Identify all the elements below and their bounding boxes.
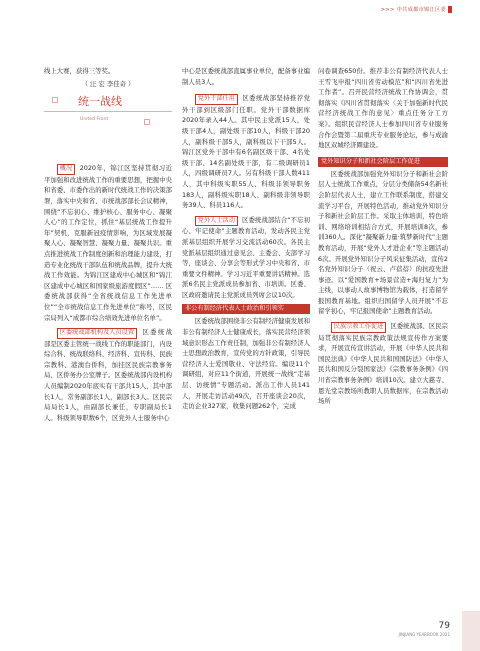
column-1 — [44, 66, 172, 424]
page-number: 79 — [438, 621, 450, 631]
yearbook-caption: JINJIANG YEARBOOK 2021 — [398, 632, 450, 637]
intel-tag: 党外知识分子和新社会阶层工作促进 — [318, 157, 448, 167]
column-3 — [318, 66, 448, 408]
religion-tag: 民族宗教工作促进 — [331, 322, 387, 333]
section-title: 统一战线 — [78, 95, 122, 109]
column-2 — [182, 66, 310, 413]
running-header: >>> 中共成都市锦江区委 — [380, 7, 446, 13]
org-tag: 区委统战部机构及人员设置 — [57, 328, 137, 339]
section-banner — [44, 95, 172, 153]
banner-rule — [44, 111, 172, 112]
activity-tag: 党外人士活动 — [195, 216, 238, 227]
religion-text: 区委统战部、区民宗局贯彻落实民族宗教政策法规宣传作方案要求，开展宣传宣讲活动，开展《中华人民共和国民法典》《中华人民共和国国防法》《中华人民共和国反分裂国家法》《宗教事务条例》《四川省宗教事务条例》培训10次。建立大慈寺、恩光堂宗教场所教职人员数据库，在宗教活动场所 — [318, 322, 448, 406]
lead-text: 线上大赛，获得三等奖。 — [44, 67, 115, 75]
cadre-text: 区委统战部坚持推荐党外干部到区级部门任职。党外干部数据库2020年录入44人。其中民主党派15人，处级干部4人，副处级干部10人，科级干部20人，副科级干部5人，副科级以下干部5人。锦江区党外干部中有6名副区级干部、4名处级干部、14名副处级干部，有二级调研员1人，四级调研员7人。另有科级干部人数411人，其中科级实职55人、科级非领导职务183人，副科级实职18人、副科级非领导职务39人、科员116人。 — [182, 94, 310, 210]
overview-tag: 概况 — [57, 164, 75, 175]
section-title-en: United Front — [80, 117, 109, 123]
corner-decoration — [462, 611, 480, 651]
header-accent-bar — [448, 6, 452, 13]
nonpub-text: 区委统战部围绕非公有制经济健康发展和非公有制经济人士健康成长，落实民营经济领域意识形态工作责任制，加强非公有制经济人士思想政治教育，宣传党的方针政策，引导民营经济人士爱国敬业、守法经营。编设11个调研组，对应11个街道，开展统一战线“走基层、访统情”专题活动。派出工作人员141人，开展走访活动49次，召开座谈会20次，走访企业327家，收集问题262个，完成 — [182, 317, 310, 411]
overview-text-2: 区委统战部获得“全省统战信息工作先进单位”“全市统战信息工作先进单位”称号，区民宗局列入“成都市综合绩效先进单位名单”。 — [44, 281, 172, 322]
decor-square — [52, 97, 58, 103]
cadre-tag: 党外干部任用 — [195, 94, 238, 105]
author-signature: （ 汪 宏 李佳奇 ） — [81, 79, 135, 88]
decor-square — [144, 119, 150, 125]
intel-text: 区委统战部加强党外知识分子和新社会阶层人士统战工作重点，分层分类储备54名新社会阶层代表人士，建立工作联系制度，搭建交流学习平台，开展特色活动，推动党外知识分子和新社会阶层工作。采取主体培训，特色培训、网络培训相结合方式，开展培训8次，参训360人。深化“凝聚新力量·筑梦新时代”主题教育活动，开展“党外人才进企业”等主题活动6次。开展党外知识分子风采征集活动，宣传2名党外知识分子（祝云、卢蓓蓓）的抗疫先进事迹。以“爱国教育+场景营造+海归复力”为主线，以事动人故事博物馆为载体，打造留学报国教育基地。组织归国留学人员开展“不忘留学初心，牢记报国使命”主题教育活动。 — [318, 169, 448, 316]
continued-text: 问卷调查650份。推荐非公有制经济代表人士王雪飞申报“四川省劳动模范”和“四川省先进工作者”。召开民营经济统战工作协调会，贯彻落实《四川省贯彻落实〈关于加强新时代民营经济统战工作的意见〉重点任务分工方案》。组织民营经济人士参加四川省专业服务合作会暨第二届重庆专业服务论坛，参与成渝地区双城经济圈建设。 — [318, 67, 448, 150]
org-text: 区委统战部是区委主管统一战线工作的职能部门，内设综合科、统战联络科、经济科、宣传科、民族宗教科、港澳台侨科，加挂区民族宗教事务局、区侨务办公室牌子。区委统战部内设机构人员编制2020年底实有干部共15人，其中部长1人，常务副部长1人，副部长3人。区民宗局局长1人，由副部长兼任，专职副局长1人。科级领导职数6个，区党外人士服务中心 — [44, 328, 172, 422]
continued-text: 中心是区委统战部直属事业单位，配备事业编制人员3人。 — [182, 67, 310, 86]
overview-text: 2020年，锦江区坚持贯彻习近平加强和改进统战工作的重要思想，把握中央和省委、市委作出的新时代统战工作的决策部署，落实中央和省、市统战部部长会议精神，围绕“不忘初心、维护核心、服务中心、凝聚人心”的工作定位，抓住“基层统战工作提升年”契机，克服新冠疫情影响，为区域发展凝聚人心、凝聚智慧、凝聚力量、凝聚共识。重点推进统战工作制度创新和治理能力建设，打造专业化统战干部队伍和统战品牌，提升大统战工作效能。为锦江区建成中心城区和“锦江区建成中心城区和国家级旅游度假区”…… — [44, 164, 172, 290]
nonpub-tag: 非公有制经济代表人士政治和引领实 — [182, 304, 310, 314]
activity-text: 区委统战部结合“不忘初心、牢记使命”主题教育活动，发动各民主党派基层组织开展学习交流活动60次。各民主党派基层组织通过意见会、主委会、支部学习等，座谈会、分享会等形式学习中央和省、市重要文件精神。学习习近平重要讲话精神。选派6名民主党派成员参加省、市培训。区委、区政府邀请民主党派成员列席会议10次。 — [182, 215, 310, 299]
